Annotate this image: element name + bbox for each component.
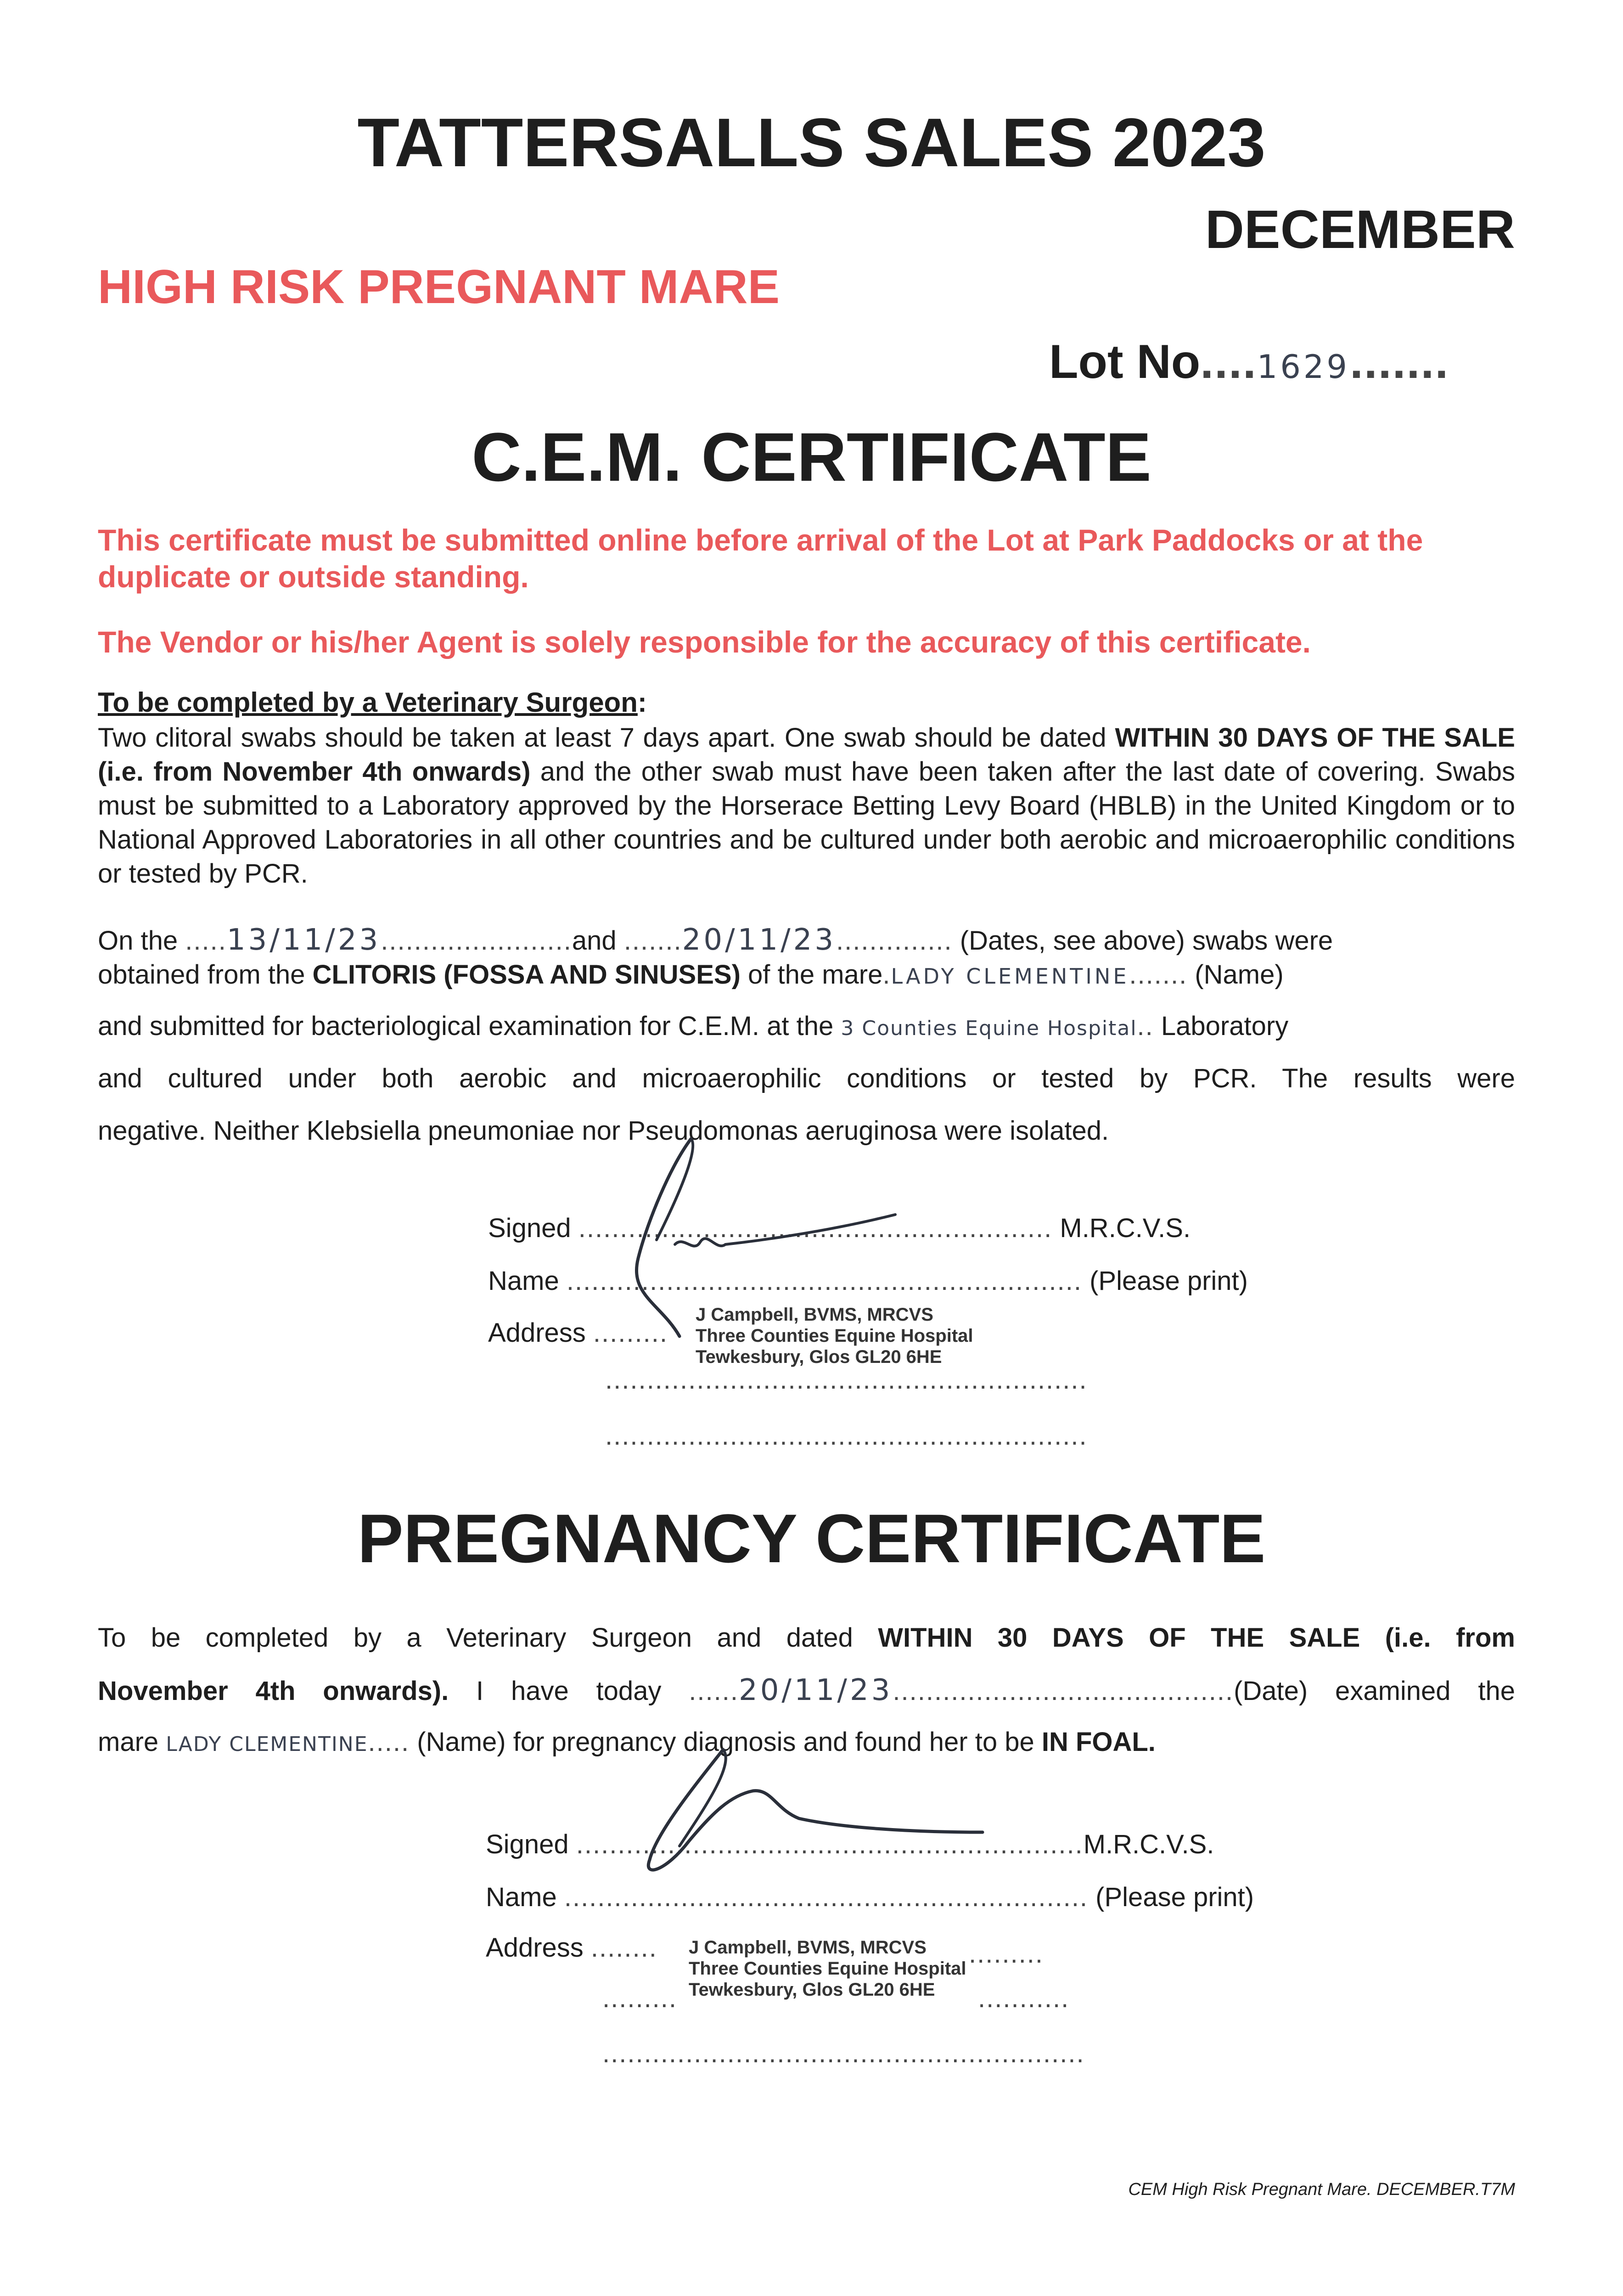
instructions-heading: To be completed by a Veterinary Surgeon: [98,687,647,718]
stamp-line-3: Tewkesbury, Glos GL20 6HE [689,1980,935,2000]
cem-signature [620,1120,941,1341]
and-label: and [572,926,617,956]
stamp-line-1: J Campbell, BVMS, MRCVS [696,1305,933,1325]
laboratory-label: Laboratory [1161,1011,1289,1041]
in-foal-text: IN FOAL. [1041,1727,1156,1757]
vendor-responsibility-notice: The Vendor or his/her Agent is solely responsible for the accuracy of this certificate. [98,625,1311,659]
mare-category: HIGH RISK PREGNANT MARE [98,260,780,314]
dots: ......... [593,1318,668,1348]
mare-label: mare [98,1727,159,1757]
pregnancy-address-row [486,1931,657,1965]
clitoris-text: CLITORIS (FOSSA AND SINUSES) [312,960,741,990]
pregnancy-text-2: I have today [449,1676,662,1706]
pregnancy-signature [624,1740,1038,1878]
mare-source-line [98,958,1284,993]
cem-address-dots-2: .......................................................... [605,1365,1088,1395]
dots: ..... [368,1727,410,1757]
instructions-heading-text: To be completed by a Veterinary Surgeon [98,687,638,718]
dots: ....................... [381,926,572,956]
dots: ............................................................... [564,1882,1089,1912]
stamp-line-1: J Campbell, BVMS, MRCVS [689,1937,927,1958]
stamp-line-2: Three Counties Equine Hospital [689,1958,966,1979]
pregnancy-address-dots-b: ......... [602,1983,678,2013]
name-suffix: (Name) [1195,960,1284,990]
page-title: TATTERSALLS SALES 2023 [357,104,1266,181]
name-label: Name [488,1266,559,1296]
swab-date-2-handwritten: 20/11/23 [682,923,837,957]
dots: . [882,960,891,990]
swab-date-1-handwritten: 13/11/23 [226,923,381,957]
pregnancy-vet-stamp [689,1937,966,2000]
swab-dates-line [98,923,1333,958]
please-print-label: (Please print) [1089,1266,1248,1296]
dots: .............................................................. [566,1266,1082,1296]
dots: ........ [590,1933,657,1963]
instructions-text-2: and the other swab must have been taken after the last date of covering. Swabs must be submitted to a Laboratory approved by the Horserace Betting Levy Board (HBLB) in the United Kingdom or to National Approved Laboratories in all other countries and be cultured under both aerobic and microaerophilic conditions or tested by PCR. [98,757,1515,889]
submitted-text: and submitted for bacteriological examination for C.E.M. at the [98,1011,834,1041]
dots: .. [1137,1011,1154,1041]
dots: .............. [836,926,953,956]
instructions-text-1: Two clitoral swabs should be taken at least 7 days apart. One swab should be dated [98,723,1115,753]
pregnancy-mare-name-handwritten: LADY CLEMENTINE [166,1733,368,1756]
pregnancy-line-2 [98,1673,1515,1708]
signed-label: Signed [486,1829,569,1859]
of-the-mare-text: of the mare [740,960,883,990]
pregnancy-bold-2: November 4th onwards). [98,1676,449,1706]
lot-value-handwritten: 1629 [1257,348,1350,386]
mrcvs-label: M.R.C.V.S. [1060,1213,1191,1243]
please-print-label: (Please print) [1095,1882,1254,1912]
lab-name-handwritten: 3 Counties Equine Hospital [841,1017,1137,1040]
stamp-line-2: Three Counties Equine Hospital [696,1326,973,1346]
pregnancy-text-4: (Name) for pregnancy diagnosis and found her to be [417,1727,1042,1757]
form-reference-footer: CEM High Risk Pregnant Mare. DECEMBER.T7M [1128,2180,1515,2199]
instructions-paragraph [98,721,1515,891]
dots: ...... [689,1676,739,1706]
dots: ............................................................. [576,1829,1084,1859]
dots: ....... [623,926,682,956]
exam-date-handwritten: 20/11/23 [738,1673,893,1707]
mare-name-handwritten: LADY CLEMENTINE [891,964,1129,989]
lot-dots-trailing: ....... [1349,335,1449,388]
signed-label: Signed [488,1213,571,1243]
lot-number [1049,334,1449,394]
dots: ..... [185,926,227,956]
negative-result-line: negative. Neither Klebsiella pneumoniae nor Pseudomonas aeruginosa were isolated. [98,1116,1109,1146]
pregnancy-address-dots-2: .......................................................... [602,2038,1085,2068]
pregnancy-text-3: (Date) examined the [1234,1676,1515,1706]
dots: ......................................... [893,1676,1234,1706]
dots: ......................................................... [578,1213,1053,1243]
pregnancy-certificate-title: PREGNANCY CERTIFICATE [357,1500,1266,1577]
obtained-from-text: obtained from the [98,960,313,990]
lot-label: Lot No [1049,335,1201,388]
lot-dots: .... [1200,335,1257,388]
cem-certificate-title: C.E.M. CERTIFICATE [472,418,1151,495]
instructions-bold: WITHIN 30 DAYS OF THE SALE (i.e. from November 4th onwards) [98,723,1515,787]
pregnancy-line-1 [98,1621,1515,1655]
mrcvs-label: M.R.C.V.S. [1083,1829,1214,1859]
sale-month: DECEMBER [1205,199,1515,260]
on-the-label: On the [98,926,178,956]
laboratory-line [98,1009,1288,1046]
dots: ....... [1129,960,1188,990]
stamp-line-3: Tewkesbury, Glos GL20 6HE [696,1347,942,1367]
pregnancy-text-1: To be completed by a Veterinary Surgeon and dated [98,1623,878,1653]
submission-notice: This certificate must be submitted online before arrival of the Lot at Park Paddocks or at the duplicate or outside standing. [98,523,1423,594]
name-label: Name [486,1882,557,1912]
address-label: Address [488,1318,586,1348]
pregnancy-address-dots-a: ......... [969,1939,1044,1969]
cem-address-dots-3: .......................................................... [605,1421,1088,1451]
address-label: Address [486,1933,584,1963]
dates-note: (Dates, see above) swabs were [960,926,1333,956]
pregnancy-address-dots-c: ........... [978,1983,1070,2013]
cultured-line: and cultured under both aerobic and microaerophilic conditions or tested by PCR. The results were [98,1064,1515,1093]
pregnancy-bold-1: WITHIN 30 DAYS OF THE SALE (i.e. from [878,1623,1515,1653]
pregnancy-name-row [486,1880,1254,1914]
